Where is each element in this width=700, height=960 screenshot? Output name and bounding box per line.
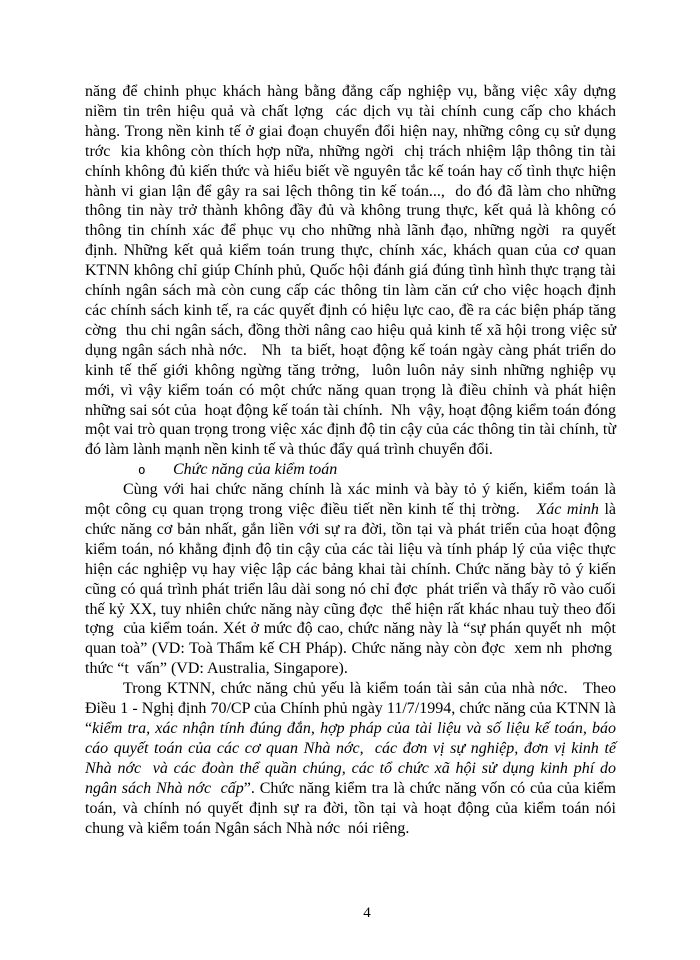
list-item-heading: Chức năng của kiểm toán [173, 461, 338, 479]
paragraph [85, 82, 616, 460]
text-run: Trong KTNN, chức năng chủ yếu là kiểm toán tài sản của nhà nớc. Theo Điều 1 - Nghị định 70/CP của Chính phủ ngày 11/7/1994, chức năng của KTNN là “ [85, 680, 616, 737]
bullet-marker-icon: o [138, 462, 146, 478]
paragraph [85, 480, 616, 679]
text-run-italic-quote: kiểm tra, xác nhận tính đúng đắn, hợp pháp của tài liệu và số liệu kế toán, báo cáo quyết toán của các cơ quan Nhà nớc, các đơn vị sự nghiệp, đơn vị kinh tế Nhà nớc và các đoàn thể quần chúng, các tổ chức xã hội sử dụng kinh phí do ngân sách Nhà nớc cấp [85, 720, 616, 797]
page-number: 4 [363, 905, 371, 921]
document-body-text [85, 82, 616, 838]
text-run: năng để chinh phục khách hàng bằng đẳng cấp nghiệp vụ, bằng việc xây dựng niềm tin trên hiệu quả và chất lợng các dịch vụ tài chính cung cấp cho khách hàng. Trong nền kinh tế ở giai đoạn chuyển đổi hiện nay, những công cụ sử dụng trớc kia không còn thích hợp nữa, những ngời chị trách nhiệm lập thông tin tài chính không đủ kiến thức và hiểu biết về nguyên tắc kế toán hay cố tình thực hiện hành vi gian lận để gây ra sai lệch thông tin kế toán..., do đó đã làm cho những thông tin này trở thành không đầy đủ và không trung thực, kết quả là không có thông tin chính xác để phục vụ cho những nhà lãnh đạo, những ngời ra quyết định. Những kết quả kiểm toán trung thực, chính xác, khách quan của cơ quan KTNN không chỉ giúp Chính phủ, Quốc hội đánh giá đúng tình hình thực trạng tài chính ngân sách mà còn cung cấp các thông tin làm căn cứ cho việc hoạch định các chính sách kinh tế, ra các quyết định có hiệu lực cao, đề ra các biện pháp tăng cờng thu chi ngân sách, đồng thời nâng cao hiệu quả kinh tế xã hội trong việc sử dụng ngân sách nhà nớc. Nh ta biết, hoạt động kế toán ngày càng phát triển do kinh tế thế giới không ngừng tăng trởng, luôn luôn nảy sinh những nghiệp vụ mới, vì vậy kiểm toán có một chức năng quan trọng là điều chỉnh và phát hiện những sai sót của hoạt động kế toán tài chính. Nh vậy, hoạt động kiểm toán đóng một vai trò quan trọng trong việc xác định độ tin cậy của các thông tin tài chính, từ đó làm lành mạnh nền kinh tế và thúc đẩy quá trình chuyển đổi. [85, 83, 616, 459]
text-run: ”. Chức năng kiểm tra là chức năng vốn có của của kiểm toán, và chính nó quyết định sự ra đời, tồn tại và hoạt động của kiểm toán nói chung và kiểm toán Ngân sách Nhà nớc nói riêng. [85, 779, 616, 837]
text-run: Cùng với hai chức năng chính là xác minh và bày tỏ ý kiến, kiểm toán là một công cụ quan trọng trong việc điều tiết nền kinh tế thị trờng. [85, 481, 616, 519]
text-run-italic: Xác minh [536, 501, 599, 519]
paragraph [85, 679, 616, 838]
text-run: là chức năng cơ bản nhất, gắn liền với sự ra đời, tồn tại và phát triển của hoạt động kiểm toán, nó khẳng định độ tin cậy của các tài liệu và tính pháp lý của việc thực hiện các nghiệp vụ hay việc lập các bảng khai tài chính. Chức năng bày tỏ ý kiến cũng có quá trình phát triển lâu dài song nó chỉ đợc phát triển và thấy rõ vào cuối thế kỷ XX, tuy nhiên chức năng này cũng đợc thể hiện rất khác nhau tuỳ theo đối tợng của kiểm toán. Xét ở mức độ cao, chức năng này là “sự phán quyết nh một quan toà” (VD: Toà Thẩm kế CH Pháp). Chức năng này còn đợc xem nh phơng thức “t vấn” (VD: Australia, Singapore). [85, 501, 617, 678]
list-item-bullet [85, 460, 616, 480]
